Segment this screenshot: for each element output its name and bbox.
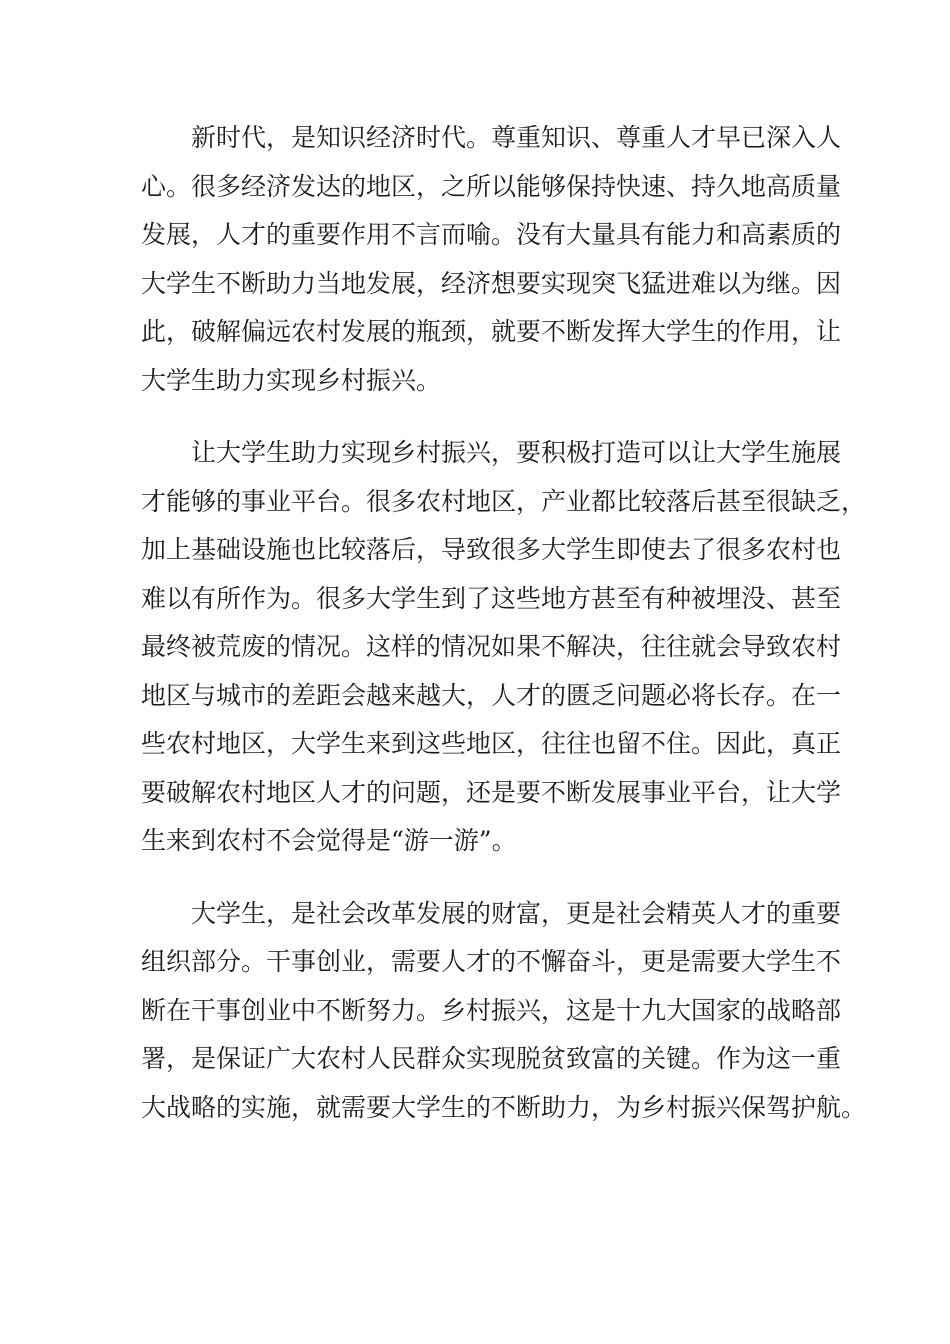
paragraph-line: 才能够的事业平台。很多农村地区，产业都比较落后甚至很缺乏，: [141, 486, 867, 516]
paragraph-line: 大学生，是社会改革发展的财富，更是社会精英人才的重要: [191, 898, 842, 928]
paragraph-line: 让大学生助力实现乡村振兴，要积极打造可以让大学生施展: [191, 438, 842, 467]
paragraph-line: 心。很多经济发达的地区，之所以能够保持快速、持久地高质量: [141, 171, 842, 201]
paragraph-line: 加上基础设施也比较落后，导致很多大学生即使去了很多农村也: [141, 535, 842, 564]
paragraph-line: 断在干事创业中不断努力。乡村振兴，这是十九大国家的战略部: [141, 995, 842, 1025]
paragraph-1: [141, 114, 842, 405]
paragraph-line: 新时代，是知识经济时代。尊重知识、尊重人才早已深入人: [191, 123, 842, 152]
paragraph-line: 生来到农村不会觉得是“游一游”。: [141, 826, 517, 855]
paragraph-2: [141, 429, 867, 866]
paragraph-line: 要破解农村地区人才的问题，还是要不断发展事业平台，让大学: [141, 777, 842, 807]
document-body: [141, 114, 867, 1156]
paragraph-line: 发展，人才的重要作用不言而喻。没有大量具有能力和高素质的: [141, 220, 842, 249]
paragraph-line: 大战略的实施，就需要大学生的不断助力，为乡村振兴保驾护航。: [141, 1092, 867, 1122]
paragraph-line: 最终被荒废的情况。这样的情况如果不解决，往往就会导致农村: [141, 632, 842, 661]
paragraph-line: 大学生不断助力当地发展，经济想要实现突飞猛进难以为继。因: [141, 268, 842, 298]
paragraph-3: [141, 890, 867, 1133]
paragraph-line: 署，是保证广大农村人民群众实现脱贫致富的关键。作为这一重: [141, 1044, 842, 1073]
paragraph-line: 些农村地区，大学生来到这些地区，往往也留不住。因此，真正: [141, 729, 842, 758]
paragraph-line: 难以有所作为。很多大学生到了这些地方甚至有种被埋没、甚至: [141, 583, 842, 613]
paragraph-line: 大学生助力实现乡村振兴。: [141, 365, 442, 395]
paragraph-line: 此，破解偏远农村发展的瓶颈，就要不断发挥大学生的作用，让: [141, 317, 842, 346]
paragraph-line: 组织部分。干事创业，需要人才的不懈奋斗，更是需要大学生不: [141, 947, 842, 976]
paragraph-line: 地区与城市的差距会越来越大，人才的匮乏问题必将长存。在一: [141, 680, 842, 710]
